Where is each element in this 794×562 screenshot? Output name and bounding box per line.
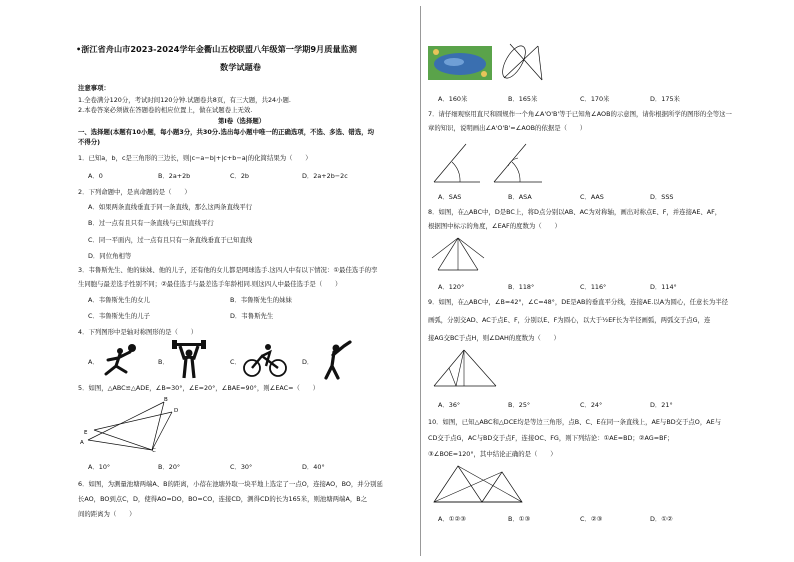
q5-option-a: A．10°: [88, 463, 111, 471]
q4-option-b: B．: [158, 358, 169, 366]
q6-option-b: B．165米: [508, 95, 538, 103]
q4-figure-c-cyclist: [242, 342, 288, 378]
q6-stem-1: 6．如图，为测量池塘两端A、B的距离，小蓓在池塘外取一块平地上选定了一点O，连接AO，BO，并分别延: [78, 480, 383, 488]
q7-angle-figures: [430, 136, 550, 186]
q10-stem-1: 10．如图，已知△ABC和△DCE均是等边三角形，点B、C、E在同一条直线上，AE与BD交于点O，AE与: [428, 418, 722, 426]
notes-heading: 注意事项：: [78, 84, 110, 92]
q9-triangle-figure: [430, 346, 500, 392]
section-instruction-2: 不得分): [78, 138, 101, 146]
q8-option-d: D．114°: [650, 283, 677, 291]
exam-title: •浙江省舟山市2023-2024学年金衢山五校联盟八年级第一学期9月质量监测: [76, 44, 357, 54]
q2-option-b: B．过一点有且只有一条直线与已知直线平行: [88, 219, 214, 227]
q3-option-b: B．韦鲁斯先生的妹妹: [230, 296, 292, 304]
q9-stem-3: 接AG交BC于点H，则∠DAH的度数为（ ）: [428, 334, 560, 342]
q4-figure-d-golfer: [314, 340, 354, 380]
q7-option-a: A．SAS: [438, 193, 462, 201]
q1-stem: 1．已知a，b，c是三角形的三边长，则|c−a−b|+|c+b−a|的化简结果为（ ）: [78, 154, 312, 162]
q10-stem-3: ③∠BOE=120°，其中结论正确的是（ ）: [428, 450, 557, 458]
notes-line-1: 1.全卷满分120分，考试时间120分钟.试题卷共8页，有三大题，共24小题.: [78, 96, 291, 104]
q5-label-d: D: [174, 408, 179, 414]
q4-option-c: C．: [230, 358, 241, 366]
q9-option-d: D．21°: [650, 401, 673, 409]
section-heading: 第Ⅰ卷（选择题）: [218, 117, 266, 125]
q8-stem-1: 8．如图，在△ABC中，D是BC上，将D点分别以AB、AC为对称轴，画出对称点E、F，并连接AE、AF，: [428, 208, 722, 216]
notes-line-2: 2.本卷答案必须做在答题卷的相应位置上，做在试题卷上无效.: [78, 106, 253, 114]
q10-option-d: D．①②: [650, 515, 673, 523]
q9-option-b: B．25°: [508, 401, 531, 409]
q1-option-a: A．0: [88, 172, 103, 180]
q10-option-b: B．①③: [508, 515, 531, 523]
q4-option-d: D．: [302, 358, 314, 366]
q8-option-b: B．118°: [508, 283, 535, 291]
q10-option-a: A．①②③: [438, 515, 466, 523]
q2-option-d: D．同位角相等: [88, 252, 132, 260]
left-column: [78, 0, 412, 562]
q5-option-b: B．20°: [158, 463, 181, 471]
q7-option-b: B．ASA: [508, 193, 532, 201]
q5-triangle-figure: [80, 396, 190, 452]
q9-option-a: A．36°: [438, 401, 461, 409]
q3-stem-2: 生同胞与最差选手性别不同；②最佳选手与最差选手年龄相同.则这四人中最佳选手是（ ）: [78, 280, 342, 288]
q6-pond-picture: [428, 46, 492, 80]
q8-triangle-figure: [428, 236, 488, 276]
q5-label-e: E: [84, 430, 88, 436]
q10-equilateral-figure: [430, 460, 526, 508]
q8-option-c: C．116°: [580, 283, 607, 291]
q8-stem-2: 根据图中标示的角度，∠EAF的度数为（ ）: [428, 222, 561, 230]
q3-stem-1: 3．韦鲁斯先生、他的妹妹、他的儿子，还有他的女儿都是网球选手.这四人中有以下情况：①最佳选手的孪: [78, 266, 378, 274]
q5-label-a: A: [80, 440, 84, 446]
q2-stem: 2．下列命题中，是真命题的是（ ）: [78, 188, 191, 196]
q6-option-c: C．170米: [580, 95, 610, 103]
q6-option-a: A．160米: [438, 95, 468, 103]
q6-figure: [498, 40, 554, 86]
column-divider: [420, 6, 421, 556]
q6-option-d: D．175米: [650, 95, 680, 103]
q2-option-c: C．同一平面内，过一点有且只有一条直线垂直于已知直线: [88, 236, 253, 244]
q9-stem-1: 9．如图，在△ABC中，∠B=42°，∠C=48°，DE是AB的垂直平分线，连接AE.以A为圆心，任意长为半径: [428, 298, 728, 306]
q3-option-a: A．韦鲁斯先生的女儿: [88, 296, 150, 304]
q10-option-c: C．②③: [580, 515, 603, 523]
q7-stem-2: 章的知识，说明画出∠A'O'B'=∠AOB的依据是（ ）: [428, 124, 587, 132]
q6-stem-3: 间的距离为（ ）: [78, 510, 136, 518]
exam-subtitle: 数学试题卷: [220, 62, 261, 72]
right-column: [428, 0, 732, 562]
q4-figure-a-volleyball: [98, 342, 148, 378]
q3-option-d: D．韦鲁斯先生: [230, 312, 274, 320]
q5-stem: 5．如图，△ABC≌△ADE，∠B=30°，∠E=20°，∠BAE=90°，则∠EAC=（ ）: [78, 384, 320, 392]
q7-stem-1: 7．请仔细观察用直尺和圆规作一个角∠A'O'B'等于已知角∠AOB的示意图，请你根据所学的图形的全等这一: [428, 110, 732, 118]
q8-option-a: A．120°: [438, 283, 465, 291]
q4-option-a: A．: [88, 358, 99, 366]
q9-stem-2: 画弧，分别交AD、AC于点E、F，分别以E、F为圆心，以大于½EF长为半径画弧，两弧交于点G，连: [428, 316, 711, 324]
q9-option-c: C．24°: [580, 401, 603, 409]
q4-figure-b-weightlifter: [170, 340, 208, 380]
q7-option-d: D．SSS: [650, 193, 674, 201]
section-instruction-1: 一、选择题(本题有10小题，每小题3分，共30分.选出每小题中唯一的正确选项，不选、多选、错选，均: [78, 128, 374, 136]
q1-option-d: D．2a+2b−2c: [302, 172, 348, 180]
q3-option-c: C．韦鲁斯先生的儿子: [88, 312, 150, 320]
q6-stem-2: 长AO，BO到点C，D，使得AO=DO，BO=CO，连接CD，测得CD的长为165米，则池塘两端A，B之: [78, 495, 367, 503]
q10-stem-2: CD交于点G，AC与BD交于点F，连接OC、FG，则下列结论：①AE=BD；②AG=BF；: [428, 434, 674, 442]
q1-option-c: C．2b: [230, 172, 249, 180]
q5-option-d: D．40°: [302, 463, 325, 471]
q5-label-c: C: [152, 448, 156, 452]
q4-stem: 4．下列图形中是轴对称图形的是（ ）: [78, 328, 198, 336]
q7-option-c: C．AAS: [580, 193, 604, 201]
q2-option-a: A．如果两条直线垂直于同一条直线，那么这两条直线平行: [88, 203, 253, 211]
q1-option-b: B．2a+2b: [158, 172, 191, 180]
q5-option-c: C．30°: [230, 463, 253, 471]
q5-label-b: B: [164, 397, 168, 403]
